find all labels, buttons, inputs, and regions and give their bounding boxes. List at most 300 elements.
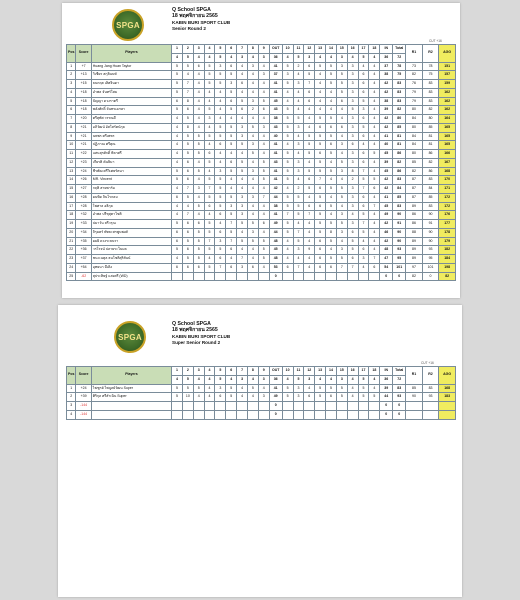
hole-score-cell: 41: [269, 62, 282, 71]
hole-score-cell: 6: [304, 62, 315, 71]
hole-score-cell: 5: [258, 255, 269, 264]
hole-score-cell: 4: [237, 246, 248, 255]
hole-score-cell: 5: [326, 255, 337, 264]
hole-score-cell: 3: [336, 228, 347, 237]
hole-score-cell: 4: [247, 71, 258, 80]
hole-score-cell: 83: [393, 97, 406, 106]
table-row: [67, 80, 456, 89]
hole-score-cell: 3: [336, 246, 347, 255]
hole-score-cell: 5: [304, 71, 315, 80]
hole-score-cell: 82: [393, 158, 406, 167]
hole-score-cell: 5: [193, 228, 204, 237]
position-cell: 21: [67, 237, 76, 246]
table-row: [67, 211, 456, 220]
position-cell: 20: [67, 228, 76, 237]
round2-cell: [422, 410, 439, 419]
par-cell: 5: [358, 375, 369, 384]
hole-score-cell: 90: [393, 228, 406, 237]
hole-score-cell: 4: [369, 384, 380, 393]
hole-score-cell: 5: [358, 228, 369, 237]
hole-score-cell: 4: [336, 106, 347, 115]
table-row: [67, 71, 456, 80]
hole-score-cell: 2: [293, 62, 304, 71]
score-to-par-cell: +7: [76, 62, 91, 71]
hole-score-cell: 5: [358, 176, 369, 185]
hole-score-cell: 6: [315, 255, 326, 264]
column-header-hole: 9: [258, 367, 269, 376]
hole-score-cell: 85: [393, 123, 406, 132]
hole-score-cell: 4: [204, 141, 215, 150]
hole-score-cell: 5: [247, 150, 258, 159]
hole-score-cell: 4: [326, 193, 337, 202]
score-to-par-cell: +24: [76, 167, 91, 176]
hole-score-cell: 4: [369, 167, 380, 176]
round1-cell: 73: [406, 62, 423, 71]
hole-score-cell: 5: [172, 80, 183, 89]
round1-cell: 82: [406, 167, 423, 176]
hole-score-cell: 3: [347, 202, 358, 211]
table-row: [67, 237, 456, 246]
hole-score-cell: 39: [380, 106, 393, 115]
hole-score-cell: 4: [347, 393, 358, 402]
hole-score-cell: 4: [304, 255, 315, 264]
hole-score-cell: 4: [304, 228, 315, 237]
hole-score-cell: 0: [393, 402, 406, 411]
hole-score-cell: 4: [293, 88, 304, 97]
column-header-hole: Total: [393, 367, 406, 376]
hole-score-cell: 5: [293, 202, 304, 211]
hole-score-cell: 8: [347, 167, 358, 176]
round2-cell: 101: [422, 263, 439, 272]
hole-score-cell: 86: [393, 167, 406, 176]
aggregate-cell: 166: [439, 150, 456, 159]
column-header-hole: 14: [326, 45, 337, 54]
hole-score-cell: 75: [393, 71, 406, 80]
position-cell: 23: [67, 255, 76, 264]
hole-score-cell: 5: [336, 384, 347, 393]
hole-score-cell: 8: [182, 97, 193, 106]
hole-score-cell: 6: [315, 263, 326, 272]
hole-score-cell: [204, 410, 215, 419]
table-row: [67, 384, 456, 393]
hole-score-cell: 4: [193, 97, 204, 106]
hole-score-cell: 4: [282, 185, 293, 194]
hole-score-cell: 5: [204, 228, 215, 237]
hole-score-cell: [215, 402, 226, 411]
hole-score-cell: 4: [304, 115, 315, 124]
hole-score-cell: 5: [182, 115, 193, 124]
par-cell: 4: [282, 53, 293, 62]
column-header-hole: 2: [182, 367, 193, 376]
column-header-hole: 6: [226, 45, 237, 54]
column-header-hole: 4: [204, 367, 215, 376]
hole-score-cell: 5: [326, 167, 337, 176]
player-name-cell: ปัญญา ดวงราตรี: [91, 97, 171, 106]
hole-score-cell: 6: [358, 88, 369, 97]
par-cell: 4: [282, 375, 293, 384]
hole-score-cell: 40: [269, 132, 282, 141]
hole-score-cell: 3: [247, 167, 258, 176]
hole-score-cell: 37: [269, 71, 282, 80]
hole-score-cell: [182, 272, 193, 281]
column-header-hole: 17: [358, 45, 369, 54]
hole-score-cell: 5: [172, 384, 183, 393]
hole-score-cell: 4: [258, 80, 269, 89]
hole-score-cell: 6: [215, 228, 226, 237]
hole-score-cell: 5: [336, 185, 347, 194]
hole-score-cell: 5: [326, 150, 337, 159]
hole-score-cell: 5: [358, 123, 369, 132]
hole-score-cell: 3: [237, 123, 248, 132]
column-header-hole: 10: [282, 367, 293, 376]
score-to-par-cell: +28: [76, 202, 91, 211]
hole-score-cell: [293, 272, 304, 281]
hole-score-cell: 6: [315, 185, 326, 194]
hole-score-cell: 8: [326, 228, 337, 237]
round1-cell: 89: [406, 202, 423, 211]
column-header-hole: 7: [237, 45, 248, 54]
score-to-par-cell: +39: [76, 393, 91, 402]
hole-score-cell: 4: [282, 246, 293, 255]
hole-score-cell: 4: [369, 193, 380, 202]
hole-score-cell: 39: [380, 384, 393, 393]
hole-score-cell: [193, 410, 204, 419]
hole-score-cell: 4: [193, 71, 204, 80]
hole-score-cell: 5: [193, 141, 204, 150]
hole-score-cell: 6: [247, 263, 258, 272]
hole-score-cell: 6: [336, 97, 347, 106]
hole-score-cell: 5: [358, 211, 369, 220]
hole-score-cell: [237, 272, 248, 281]
round2-cell: 84: [422, 185, 439, 194]
table-row: [67, 167, 456, 176]
hole-score-cell: 5: [282, 132, 293, 141]
hole-score-cell: 3: [347, 71, 358, 80]
hole-score-cell: [172, 272, 183, 281]
hole-score-cell: 4: [326, 176, 337, 185]
hole-score-cell: 42: [380, 176, 393, 185]
hole-score-cell: 5: [282, 193, 293, 202]
hole-score-cell: 6: [182, 106, 193, 115]
round2-cell: 75: [422, 71, 439, 80]
hole-score-cell: 5: [282, 167, 293, 176]
aggregate-cell: 178: [439, 228, 456, 237]
aggregate-cell: 165: [439, 132, 456, 141]
hole-score-cell: 4: [347, 384, 358, 393]
column-header-hole: 18: [369, 367, 380, 376]
position-cell: 3: [67, 402, 76, 411]
par-cell: 36: [269, 53, 282, 62]
hole-score-cell: 41: [269, 88, 282, 97]
par-cell: 4: [247, 53, 258, 62]
aggregate-cell: 176: [439, 211, 456, 220]
column-header-hole: 16: [347, 367, 358, 376]
hole-score-cell: 6: [304, 393, 315, 402]
hole-score-cell: 6: [358, 193, 369, 202]
hole-score-cell: 7: [304, 80, 315, 89]
hole-score-cell: 48: [269, 237, 282, 246]
position-cell: 10: [67, 141, 76, 150]
hole-score-cell: 4: [172, 123, 183, 132]
hole-score-cell: 43: [269, 106, 282, 115]
player-name-cell: ศรีสุทัศ วรรณดี: [91, 115, 171, 124]
round1-cell: 97: [406, 263, 423, 272]
par-cell: 5: [293, 53, 304, 62]
player-name-cell: กฤติ สายพาร์ม: [91, 185, 171, 194]
hole-score-cell: [282, 410, 293, 419]
hole-score-cell: 5: [237, 141, 248, 150]
round2-cell: 0: [422, 272, 439, 281]
hole-score-cell: 5: [326, 71, 337, 80]
column-header-hole: Total: [393, 45, 406, 54]
hole-score-cell: 5: [336, 88, 347, 97]
hole-score-cell: 5: [204, 176, 215, 185]
player-name-cell: จิรุมตร์ พัทธะสรพูนพงศ์: [91, 228, 171, 237]
round2-cell: 91: [422, 220, 439, 229]
hole-score-cell: 4: [293, 220, 304, 229]
hole-score-cell: [293, 410, 304, 419]
hole-score-cell: 5: [204, 220, 215, 229]
hole-score-cell: 6: [369, 263, 380, 272]
hole-score-cell: 6: [304, 176, 315, 185]
cut-label: CUT +16: [429, 39, 442, 43]
hole-score-cell: [182, 402, 193, 411]
hole-score-cell: 5: [215, 193, 226, 202]
hole-score-cell: [172, 410, 183, 419]
round2-cell: 82: [422, 106, 439, 115]
player-name-cell: โพศาล อธิกุล: [91, 202, 171, 211]
hole-score-cell: 3: [247, 62, 258, 71]
hole-score-cell: [215, 272, 226, 281]
hole-score-cell: 4: [304, 263, 315, 272]
hole-score-cell: 4: [226, 150, 237, 159]
round2-cell: 90: [422, 211, 439, 220]
hole-score-cell: 4: [172, 115, 183, 124]
round1-cell: 84: [406, 141, 423, 150]
table-row: [67, 255, 456, 264]
hole-score-cell: 4: [293, 150, 304, 159]
table-row: [67, 88, 456, 97]
hole-score-cell: 5: [182, 150, 193, 159]
hole-score-cell: 5: [226, 132, 237, 141]
player-name-cell: ธนกฤต เลิศจินดา: [91, 80, 171, 89]
hole-score-cell: 6: [347, 228, 358, 237]
player-name-cell: อภิวัฒน์ อัสโสรัตน์กุล: [91, 123, 171, 132]
aggregate-cell: 159: [439, 80, 456, 89]
hole-score-cell: [304, 402, 315, 411]
spga-logo: [112, 9, 144, 41]
header-venue: KABIN BURI SPORT CLUB: [172, 333, 231, 339]
hole-score-cell: 6: [172, 193, 183, 202]
round2-cell: 85: [422, 123, 439, 132]
hole-score-cell: [237, 410, 248, 419]
hole-score-cell: 6: [182, 263, 193, 272]
hole-score-cell: 85: [393, 193, 406, 202]
hole-score-cell: 42: [380, 185, 393, 194]
hole-score-cell: [336, 272, 347, 281]
round2-cell: [422, 402, 439, 411]
position-cell: 4: [67, 410, 76, 419]
hole-score-cell: 6: [215, 141, 226, 150]
hole-score-cell: 5: [215, 246, 226, 255]
hole-score-cell: [237, 402, 248, 411]
hole-score-cell: 3: [282, 71, 293, 80]
hole-score-cell: [226, 410, 237, 419]
hole-score-cell: 6: [358, 158, 369, 167]
hole-score-cell: 5: [326, 384, 337, 393]
hole-score-cell: 7: [226, 237, 237, 246]
round2-cell: 83: [422, 80, 439, 89]
hole-score-cell: 6: [326, 393, 337, 402]
round1-cell: 80: [406, 123, 423, 132]
round2-cell: 80: [422, 115, 439, 124]
hole-score-cell: 5: [315, 167, 326, 176]
hole-score-cell: 5: [182, 62, 193, 71]
hole-score-cell: 3: [247, 228, 258, 237]
hole-score-cell: 5: [304, 132, 315, 141]
position-cell: 14: [67, 176, 76, 185]
round1-cell: 89: [406, 246, 423, 255]
column-header-hole: 8: [247, 367, 258, 376]
hole-score-cell: 5: [226, 123, 237, 132]
hole-score-cell: 3: [336, 62, 347, 71]
hole-score-cell: 90: [393, 237, 406, 246]
hole-score-cell: 7: [204, 237, 215, 246]
par-cell: 3: [304, 53, 315, 62]
hole-score-cell: 4: [247, 202, 258, 211]
hole-score-cell: 6: [258, 106, 269, 115]
round2-cell: 85: [422, 193, 439, 202]
hole-score-cell: 93: [393, 393, 406, 402]
hole-score-cell: 5: [282, 393, 293, 402]
hole-score-cell: 4: [247, 176, 258, 185]
column-header-hole: 4: [204, 45, 215, 54]
column-header-hole: OUT: [269, 45, 282, 54]
score-to-par-cell: +32: [76, 211, 91, 220]
hole-score-cell: 6: [315, 246, 326, 255]
hole-score-cell: 0: [393, 410, 406, 419]
hole-score-cell: 5: [369, 393, 380, 402]
header-round: Super Senior Round 2: [172, 340, 221, 346]
round1-cell: 82: [406, 272, 423, 281]
round1-cell: 85: [406, 384, 423, 393]
hole-score-cell: 5: [204, 80, 215, 89]
hole-score-cell: 5: [258, 246, 269, 255]
hole-score-cell: [215, 410, 226, 419]
column-header-players: Players: [91, 367, 171, 385]
hole-score-cell: 41: [269, 141, 282, 150]
hole-score-cell: 7: [215, 263, 226, 272]
player-name-cell: ปมาวัน สรีวรุณ: [91, 220, 171, 229]
score-to-par-cell: +36: [76, 246, 91, 255]
hole-score-cell: 5: [226, 228, 237, 237]
hole-score-cell: 4: [204, 211, 215, 220]
column-header-hole: IN: [380, 367, 393, 376]
hole-score-cell: 5: [258, 158, 269, 167]
scorecard-sheet-super-senior: [58, 305, 462, 597]
hole-score-cell: 5: [282, 384, 293, 393]
hole-score-cell: [358, 410, 369, 419]
hole-score-cell: 7: [369, 202, 380, 211]
hole-score-cell: 5: [193, 237, 204, 246]
aggregate-cell: 162: [439, 97, 456, 106]
round1-cell: 86: [406, 220, 423, 229]
hole-score-cell: 6: [358, 80, 369, 89]
hole-score-cell: 5: [315, 220, 326, 229]
hole-score-cell: 4: [237, 393, 248, 402]
hole-score-cell: 6: [315, 237, 326, 246]
hole-score-cell: [247, 272, 258, 281]
hole-score-cell: 5: [247, 220, 258, 229]
column-header-hole: R1: [406, 45, 423, 63]
player-name-cell: ผมยิ ดวงระธนรา: [91, 237, 171, 246]
hole-score-cell: 4: [282, 255, 293, 264]
aggregate-cell: 172: [439, 193, 456, 202]
hole-score-cell: 6: [237, 80, 248, 89]
hole-score-cell: 2: [247, 106, 258, 115]
hole-score-cell: 4: [193, 158, 204, 167]
round2-cell: 83: [422, 97, 439, 106]
column-header-hole: 1: [172, 367, 183, 376]
hole-score-cell: 6: [226, 263, 237, 272]
hole-score-cell: 4: [204, 97, 215, 106]
player-name-cell: แสนสุรศักดิ์ พิลาศรี: [91, 150, 171, 159]
hole-score-cell: 6: [215, 255, 226, 264]
hole-score-cell: 0: [269, 272, 282, 281]
hole-score-cell: [369, 402, 380, 411]
par-cell: 3: [336, 375, 347, 384]
score-to-par-cell: -62: [76, 272, 91, 281]
hole-score-cell: 5: [204, 132, 215, 141]
hole-score-cell: 3: [237, 263, 248, 272]
hole-score-cell: 6: [204, 150, 215, 159]
column-header-hole: 8: [247, 45, 258, 54]
hole-score-cell: 5: [315, 132, 326, 141]
hole-score-cell: 4: [304, 384, 315, 393]
hole-score-cell: [369, 410, 380, 419]
logo-text: SPGA: [116, 20, 140, 30]
player-name-cell: วิเชียร สกุลินนท์: [91, 71, 171, 80]
hole-score-cell: 3: [226, 202, 237, 211]
hole-score-cell: 4: [358, 263, 369, 272]
hole-score-cell: 4: [237, 384, 248, 393]
hole-score-cell: 5: [182, 255, 193, 264]
player-name-cell: [91, 402, 171, 411]
hole-score-cell: 4: [182, 202, 193, 211]
hole-score-cell: 83: [393, 202, 406, 211]
table-row: [67, 132, 456, 141]
hole-score-cell: 5: [215, 123, 226, 132]
score-to-par-cell: +22: [76, 150, 91, 159]
hole-score-cell: 3: [336, 211, 347, 220]
column-header-hole: OUT: [269, 367, 282, 376]
header-title: Q School SPGA: [172, 7, 211, 13]
hole-score-cell: 38: [269, 202, 282, 211]
aggregate-cell: 172: [439, 202, 456, 211]
hole-score-cell: 3: [358, 106, 369, 115]
scorecard-sheet-senior: [62, 3, 460, 298]
hole-score-cell: 5: [347, 106, 358, 115]
hole-score-cell: 5: [315, 211, 326, 220]
par-cell: 4: [226, 375, 237, 384]
hole-score-cell: 7: [358, 185, 369, 194]
hole-score-cell: 4: [293, 106, 304, 115]
header-venue: KABIN BURI SPORT CLUB: [172, 19, 231, 25]
hole-score-cell: [347, 402, 358, 411]
hole-score-cell: 5: [358, 97, 369, 106]
round2-cell: 93: [422, 246, 439, 255]
aggregate-cell: 198: [439, 263, 456, 272]
